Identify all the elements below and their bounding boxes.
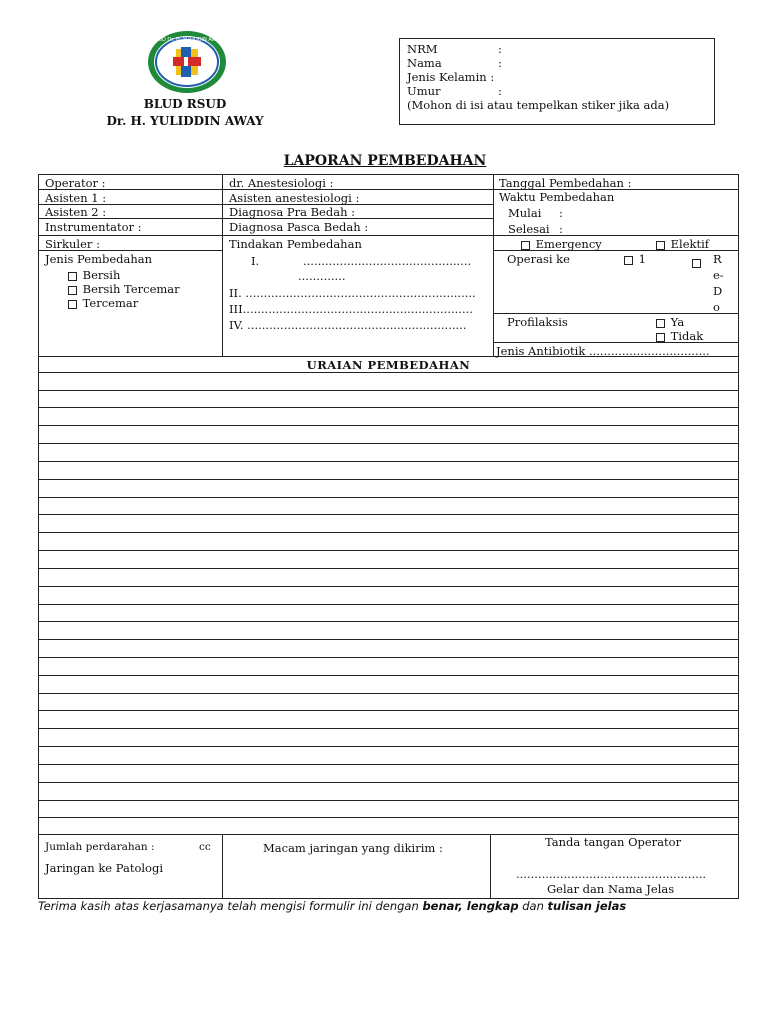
redo-e: e- xyxy=(713,268,724,282)
tanda-tangan-label: Tanda tangan Operator xyxy=(545,835,682,849)
jenis-kelamin-label: Jenis Kelamin : xyxy=(407,70,495,84)
redo-o: o xyxy=(713,300,720,314)
tindakan-i-dots2: ............. xyxy=(298,269,346,283)
option-elektif[interactable]: Elektif xyxy=(656,237,709,251)
nrm-colon: : xyxy=(498,42,502,56)
hospital-logo xyxy=(146,29,228,95)
umur-colon: : xyxy=(498,84,502,98)
option-bersih[interactable]: Bersih xyxy=(68,268,120,282)
option-tidak[interactable]: Tidak xyxy=(656,329,703,343)
nama-colon: : xyxy=(498,56,502,70)
waktu-pembedahan-label: Waktu Pembedahan xyxy=(499,190,615,204)
footer-note: Terima kasih atas kerjasamanya telah mengisi formulir ini dengan benar, lengkap dan tulisan jelas xyxy=(38,899,627,913)
elektif-checkbox[interactable] xyxy=(656,241,665,250)
operasi-1-checkbox[interactable] xyxy=(624,256,633,265)
tindakan-i-dots: .............................................. xyxy=(303,254,472,268)
tindakan-iv: IV. ............................................................ xyxy=(229,318,467,332)
gelar-nama-label: Gelar dan Nama Jelas xyxy=(547,882,675,896)
asisten1-label: Asisten 1 : xyxy=(45,191,107,205)
jenis-pembedahan-label: Jenis Pembedahan xyxy=(45,252,153,266)
nrm-label: NRM xyxy=(407,42,438,56)
nama-label: Nama xyxy=(407,56,442,70)
tindakan-ii: II. ............................................................... xyxy=(229,286,476,300)
redo-checkbox[interactable] xyxy=(692,253,703,272)
uraian-heading: URAIAN PEMBEDAHAN xyxy=(306,358,471,372)
asisten2-label: Asisten 2 : xyxy=(45,205,107,219)
diagnosa-pra-label: Diagnosa Pra Bedah : xyxy=(229,205,356,219)
mulai-label: Mulai xyxy=(508,206,542,220)
cc-unit: cc xyxy=(199,841,211,853)
sirkuler-label: Sirkuler : xyxy=(45,237,100,251)
profilaksis-label: Profilaksis xyxy=(507,315,568,329)
diagnosa-pasca-label: Diagnosa Pasca Bedah : xyxy=(229,220,369,234)
umur-label: Umur xyxy=(407,84,441,98)
bersih-tercemar-checkbox[interactable] xyxy=(68,286,77,295)
dr-anestesiologi-label: dr. Anestesiologi : xyxy=(229,176,334,190)
tanggal-pembedahan-label: Tanggal Pembedahan : xyxy=(499,176,632,190)
asisten-anestesiologi-label: Asisten anestesiologi : xyxy=(229,191,360,205)
tidak-checkbox[interactable] xyxy=(656,333,665,342)
signature-dots[interactable]: .................................................... xyxy=(516,867,707,881)
option-emergency[interactable]: Emergency xyxy=(521,237,602,251)
emergency-checkbox[interactable] xyxy=(521,241,530,250)
redo-d: D xyxy=(713,284,723,298)
macam-jaringan-label: Macam jaringan yang dikirim : xyxy=(263,841,443,855)
jumlah-perdarahan-label: Jumlah perdarahan : xyxy=(45,841,155,853)
tercemar-checkbox[interactable] xyxy=(68,300,77,309)
redo-r: R xyxy=(713,252,722,266)
tindakan-label: Tindakan Pembedahan xyxy=(229,237,362,251)
org-name-line1: BLUD RSUD xyxy=(143,97,227,111)
jenis-antibiotik-label: Jenis Antibiotik ................................. xyxy=(496,344,710,358)
option-operasi-1[interactable]: 1 xyxy=(624,252,646,266)
option-bersih-tercemar[interactable]: Bersih Tercemar xyxy=(68,282,180,296)
org-name-line2: Dr. H. YULIDDIN AWAY xyxy=(106,114,264,128)
bersih-checkbox[interactable] xyxy=(68,272,77,281)
mulai-colon: : xyxy=(559,206,563,220)
tindakan-i-label: I. xyxy=(251,254,260,268)
instrumentator-label: Instrumentator : xyxy=(45,220,142,234)
option-ya[interactable]: Ya xyxy=(656,315,684,329)
logo-text: RSUD Dr. H. YULIDDIN AWAY xyxy=(151,37,223,43)
sticker-note: (Mohon di isi atau tempelkan stiker jika ada) xyxy=(407,98,670,112)
jaringan-patologi-label: Jaringan ke Patologi xyxy=(45,861,164,875)
ya-checkbox[interactable] xyxy=(656,319,665,328)
tindakan-iii: III............................................................... xyxy=(229,302,473,316)
operator-label: Operator : xyxy=(45,176,106,190)
form-title: LAPORAN PEMBEDAHAN xyxy=(283,153,487,169)
selesai-colon: : xyxy=(559,222,563,236)
operasi-ke-label: Operasi ke xyxy=(507,252,570,266)
option-tercemar[interactable]: Tercemar xyxy=(68,296,138,310)
selesai-label: Selesai xyxy=(508,222,550,236)
